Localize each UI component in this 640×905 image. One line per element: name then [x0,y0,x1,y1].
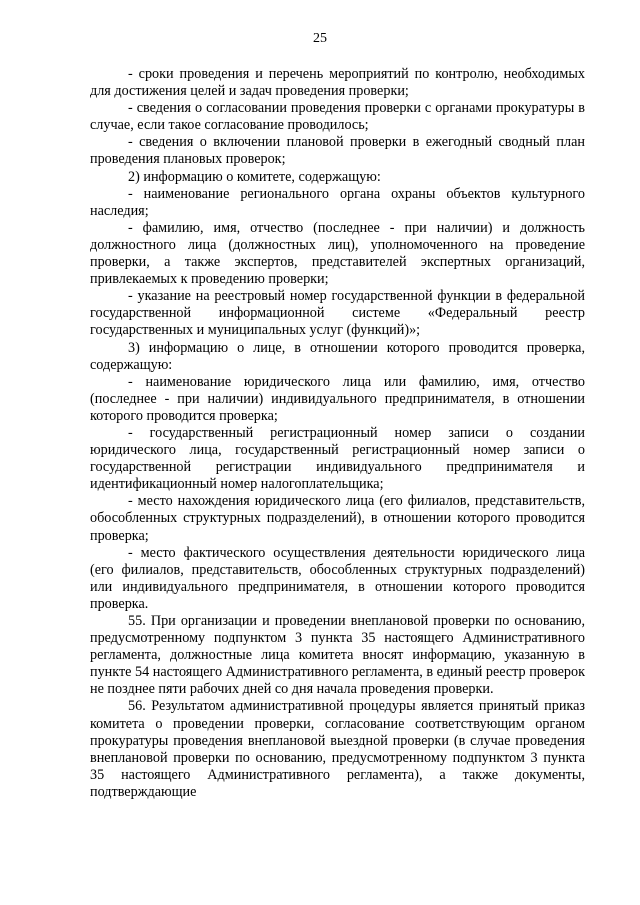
paragraph-prosecutor-approval: - сведения о согласовании проведения проверки с органами прокуратуры в случае, если такое согласование проводилось; [90,100,585,134]
paragraph-item-55: 55. При организации и проведении внеплановой проверки по основанию, предусмотренному подпунктом 3 пункта 35 настоящего Административного регламента, должностные лица комитета вносят информацию, указанную в пункте 54 настоящего Административного регламента, в единый реестр проверок не позднее пяти рабочих дней со дня начала проведения проверки. [90,613,585,698]
paragraph-annual-plan: - сведения о включении плановой проверки в ежегодный сводный план проведения плановых проверок; [90,134,585,168]
paragraph-entity-location: - место нахождения юридического лица (его филиалов, представительств, обособленных структурных подразделений), в отношении которого проводится проверка; [90,493,585,544]
paragraph-activity-location: - место фактического осуществления деятельности юридического лица (его филиалов, представительств, обособленных структурных подразделений) или индивидуального предпринимателя, в отношении которого проводится проверка. [90,544,585,612]
paragraph-entity-name: - наименование юридического лица или фамилию, имя, отчество (последнее - при наличии) индивидуального предпринимателя, в отношении которого проводится проверка; [90,373,585,424]
paragraph-committee-info: 2) информацию о комитете, содержащую: [128,168,381,185]
page-number: 25 [313,31,327,46]
paragraph-registry-number: - указание на реестровый номер государственной функции в федеральной государственной информационной системе «Федеральный реестр государственных и муниципальных услуг (функций)»; [90,288,585,339]
document-body [90,66,585,801]
paragraph-official-name: - фамилию, имя, отчество (последнее - при наличии) и должность должностного лица (должностных лиц), уполномоченного на проведение проверки, а также экспертов, представителей экспертных организаций, привлекаемых к проведению проверки; [90,219,585,288]
paragraph-registration-number: - государственный регистрационный номер записи о создании юридического лица, государственный регистрационный номер записи о государственной регистрации индивидуального предпринимателя и идентификационный номер налогоплательщика; [90,424,585,493]
paragraph-inspected-entity-info: 3) информацию о лице, в отношении которого проводится проверка, содержащую: [90,339,585,373]
paragraph-item-56: 56. Результатом административной процедуры является принятый приказ комитета о проведении проверки, согласование соответствующим органом прокуратуры проведения внеплановой выездной проверки (в случае проведения внеплановой проверки по основанию, предусмотренному подпунктом 3 пункта 35 настоящего Административного регламента), а также документы, подтверждающие [90,698,585,800]
paragraph-regional-body-name: - наименование регионального органа охраны объектов культурного наследия; [90,185,585,219]
paragraph-inspection-terms: - сроки проведения и перечень мероприятий по контролю, необходимых для достижения целей и задач проведения проверки; [90,66,585,100]
